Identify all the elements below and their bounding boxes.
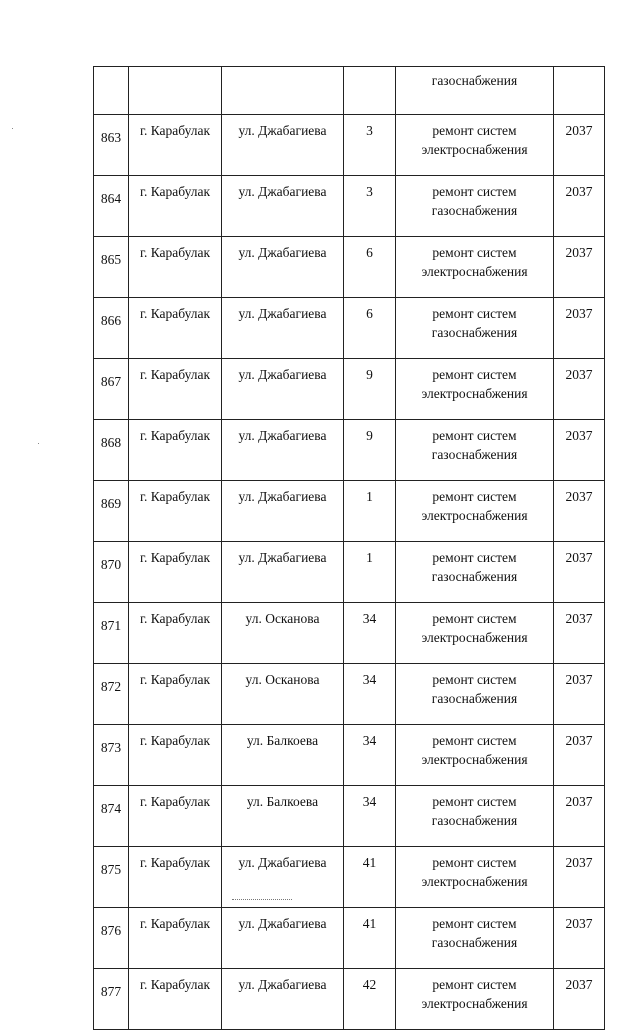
cell-work-type [396,420,554,481]
work-type-line-1: ремонт систем [432,977,517,992]
cell-year: 2037 [554,481,605,542]
cell-work-type [396,115,554,176]
cell-street: ул. Джабагиева [222,542,344,603]
table-row [94,786,605,847]
cell-year: 2037 [554,847,605,908]
cell-number: 875 [94,847,129,908]
table-row [94,481,605,542]
work-type-line-2: электроснабжения [421,874,528,889]
cell-work-type [396,542,554,603]
cell-street: ул. Джабагиева [222,176,344,237]
cell-work-type [396,664,554,725]
table-row [94,298,605,359]
cell-number: 868 [94,420,129,481]
cell-house: 6 [344,237,396,298]
cell-work-type [396,725,554,786]
work-type-line-2: электроснабжения [421,386,528,401]
cell-house: 1 [344,481,396,542]
table-row [94,847,605,908]
work-type-line-2: электроснабжения [421,264,528,279]
work-type-line-1: ремонт систем [432,428,517,443]
cell-number: 877 [94,969,129,1030]
cell-city [129,67,222,115]
cell-city: г. Карабулак [129,908,222,969]
cell-house: 34 [344,725,396,786]
work-type-line-2: газоснабжения [431,691,518,706]
work-type-line-2: газоснабжения [431,325,518,340]
cell-city: г. Карабулак [129,786,222,847]
cell-house: 41 [344,908,396,969]
work-type-line-1: газоснабжения [431,73,518,88]
cell-work-type [396,481,554,542]
work-type-line-1: ремонт систем [432,916,517,931]
work-type-line-1: ремонт систем [432,245,517,260]
work-type-line-2: газоснабжения [431,813,518,828]
work-type-line-1: ремонт систем [432,489,517,504]
cell-city: г. Карабулак [129,298,222,359]
cell-city: г. Карабулак [129,725,222,786]
cell-work-type [396,298,554,359]
cell-year: 2037 [554,176,605,237]
table-row [94,969,605,1030]
register-table-body [94,67,605,1030]
cell-year: 2037 [554,725,605,786]
work-type-line-1: ремонт систем [432,306,517,321]
cell-work-type [396,969,554,1030]
cell-year: 2037 [554,603,605,664]
cell-house: 9 [344,420,396,481]
cell-house: 42 [344,969,396,1030]
table-row [94,115,605,176]
cell-city: г. Карабулак [129,664,222,725]
cell-city: г. Карабулак [129,237,222,298]
cell-street: ул. Осканова [222,664,344,725]
work-type-line-1: ремонт систем [432,794,517,809]
cell-number: 867 [94,359,129,420]
table-row [94,420,605,481]
cell-number: 874 [94,786,129,847]
work-type-line-2: газоснабжения [431,569,518,584]
cell-number: 865 [94,237,129,298]
work-type-line-1: ремонт систем [432,367,517,382]
work-type-line-1: ремонт систем [432,550,517,565]
cell-city: г. Карабулак [129,603,222,664]
cell-house: 6 [344,298,396,359]
cell-number: 866 [94,298,129,359]
cell-number: 869 [94,481,129,542]
footer-scan-mark [232,899,292,902]
register-table [93,66,605,1030]
table-row [94,359,605,420]
cell-street: ул. Джабагиева [222,115,344,176]
cell-number: 872 [94,664,129,725]
cell-house: 34 [344,786,396,847]
cell-number [94,67,129,115]
cell-street: ул. Джабагиева [222,298,344,359]
cell-house: 9 [344,359,396,420]
cell-year: 2037 [554,359,605,420]
cell-number: 876 [94,908,129,969]
cell-street: ул. Балкоева [222,725,344,786]
cell-number: 873 [94,725,129,786]
work-type-line-2: газоснабжения [431,203,518,218]
cell-street: ул. Джабагиева [222,908,344,969]
cell-year: 2037 [554,664,605,725]
cell-year: 2037 [554,237,605,298]
cell-number: 871 [94,603,129,664]
cell-work-type [396,847,554,908]
work-type-line-2: электроснабжения [421,142,528,157]
work-type-line-1: ремонт систем [432,672,517,687]
cell-city: г. Карабулак [129,420,222,481]
cell-number: 870 [94,542,129,603]
cell-year: 2037 [554,542,605,603]
cell-house: 3 [344,176,396,237]
cell-city: г. Карабулак [129,481,222,542]
cell-work-type [396,908,554,969]
cell-year [554,67,605,115]
cell-street: ул. Джабагиева [222,481,344,542]
cell-house [344,67,396,115]
cell-street: ул. Балкоева [222,786,344,847]
cell-work-type [396,786,554,847]
cell-year: 2037 [554,969,605,1030]
cell-house: 1 [344,542,396,603]
table-row [94,237,605,298]
cell-street: ул. Джабагиева [222,420,344,481]
cell-year: 2037 [554,420,605,481]
work-type-line-1: ремонт систем [432,611,517,626]
cell-street: ул. Джабагиева [222,359,344,420]
cell-street: ул. Джабагиева [222,847,344,908]
work-type-line-2: электроснабжения [421,630,528,645]
cell-number: 863 [94,115,129,176]
continuation-row [94,67,605,115]
cell-street [222,67,344,115]
cell-work-type [396,237,554,298]
cell-city: г. Карабулак [129,176,222,237]
cell-street: ул. Джабагиева [222,969,344,1030]
cell-house: 41 [344,847,396,908]
cell-work-type [396,67,554,115]
work-type-line-2: электроснабжения [421,508,528,523]
cell-city: г. Карабулак [129,969,222,1030]
work-type-line-1: ремонт систем [432,184,517,199]
cell-city: г. Карабулак [129,847,222,908]
cell-city: г. Карабулак [129,115,222,176]
cell-house: 3 [344,115,396,176]
cell-work-type [396,176,554,237]
table-row [94,176,605,237]
work-type-line-2: газоснабжения [431,447,518,462]
scan-speck [12,128,13,129]
cell-street: ул. Джабагиева [222,237,344,298]
cell-city: г. Карабулак [129,542,222,603]
table-row [94,664,605,725]
cell-number: 864 [94,176,129,237]
scan-speck [38,443,39,444]
cell-street: ул. Осканова [222,603,344,664]
work-type-line-2: электроснабжения [421,752,528,767]
table-row [94,603,605,664]
cell-house: 34 [344,664,396,725]
table-row [94,908,605,969]
cell-year: 2037 [554,908,605,969]
work-type-line-2: электроснабжения [421,996,528,1011]
cell-year: 2037 [554,298,605,359]
cell-year: 2037 [554,115,605,176]
work-type-line-2: газоснабжения [431,935,518,950]
table-row [94,725,605,786]
work-type-line-1: ремонт систем [432,123,517,138]
cell-city: г. Карабулак [129,359,222,420]
cell-house: 34 [344,603,396,664]
cell-work-type [396,603,554,664]
table-row [94,542,605,603]
cell-work-type [396,359,554,420]
work-type-line-1: ремонт систем [432,855,517,870]
cell-year: 2037 [554,786,605,847]
work-type-line-1: ремонт систем [432,733,517,748]
